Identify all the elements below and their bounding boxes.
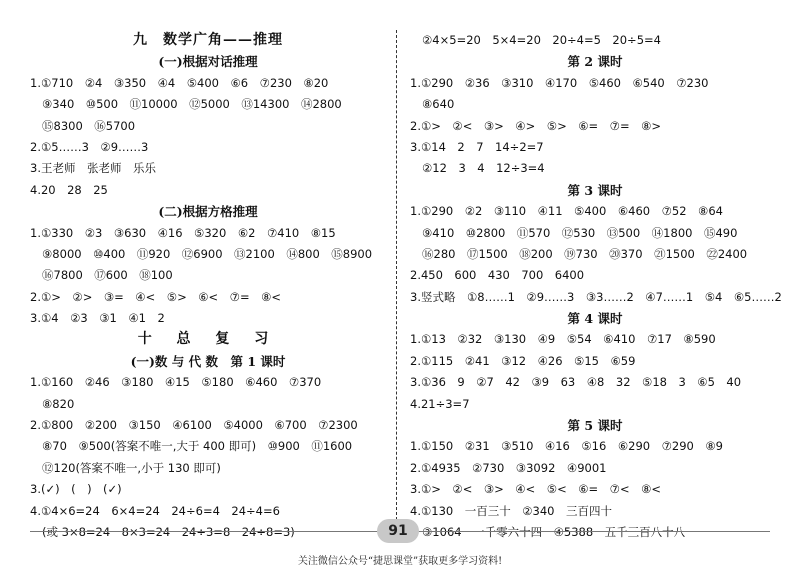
answer-line: ②12 3 4 12÷3=4 [422, 161, 545, 176]
section-title-grid: (二)根据方格推理 [158, 204, 258, 220]
answer-line: 2.①> ②< ③> ④> ⑤> ⑥= ⑦= ⑧> [410, 118, 662, 133]
answer-line: ⑫120(答案不唯一,小于 130 即可) [42, 460, 221, 475]
answer-line: 3.①14 2 7 14÷2=7 [410, 139, 544, 154]
column-divider [396, 30, 397, 520]
answer-line: 2.①4935 ②730 ③3092 ④9001 [410, 460, 607, 475]
answer-line: 1.①330 ②3 ③630 ④16 ⑤320 ⑥2 ⑦410 ⑧15 [30, 225, 336, 240]
answer-line: ⑮8300 ⑯5700 [42, 118, 136, 133]
answer-line: ③1064 一千零六十四 ④5388 五千三百八十八 [422, 524, 686, 539]
answer-line: 3.①36 9 ②7 42 ③9 63 ④8 32 ⑤18 3 ⑥5 40 [410, 375, 742, 390]
lesson-5-title: 第 5 课时 [567, 418, 623, 434]
answer-line: 1.①710 ②4 ③350 ④4 ⑤400 ⑥6 ⑦230 ⑧20 [30, 75, 329, 90]
answer-line: ⑧640 [422, 97, 455, 112]
section-title-dialogue: (一)根据对话推理 [158, 54, 258, 70]
answer-line: ②4×5=20 5×4=20 20÷4=5 20÷5=4 [422, 33, 661, 47]
answer-line: 3.(✓) ( ) (✓) [30, 482, 122, 497]
section-title-numbers-algebra: (一)数 与 代 数 第 1 课时 [130, 353, 286, 369]
chapter-title: 九 数学广角——推理 [133, 32, 283, 48]
answer-line: 2.450 600 430 700 6400 [410, 268, 585, 283]
answer-line: 1.①290 ②36 ③310 ④170 ⑤460 ⑥540 ⑦230 [410, 75, 709, 90]
answer-line: ⑨410 ⑩2800 ⑪570 ⑫530 ⑬500 ⑭1800 ⑮490 [422, 225, 738, 240]
answer-line: 2.①115 ②41 ③12 ④26 ⑤15 ⑥59 [410, 353, 636, 368]
answer-line: 3.竖式略 ①8……1 ②9……3 ③3……2 ④7……1 ⑤4 ⑥5……2 [410, 289, 782, 304]
answer-line: 2.①800 ②200 ③150 ④6100 ⑤4000 ⑥700 ⑦2300 [30, 418, 358, 433]
answer-line: 3.①4 ②3 ③1 ④1 2 [30, 311, 165, 326]
answer-line: ⑨340 ⑩500 ⑪10000 ⑫5000 ⑬14300 ⑭2800 [42, 97, 342, 112]
answer-line: ⑯280 ⑰1500 ⑱200 ⑲730 ⑳370 ㉑1500 ㉒2400 [422, 246, 748, 261]
footer-note: 关注微信公众号“捷思课堂”获取更多学习资料! [297, 556, 503, 567]
chapter-10-title: 十 总 复 习 [137, 331, 279, 348]
page-number: 91 [377, 519, 419, 543]
answer-line: 1.①13 ②32 ③130 ④9 ⑤54 ⑥410 ⑦17 ⑧590 [410, 332, 716, 347]
answer-line: ⑧70 ⑨500(答案不唯一,大于 400 即可) ⑩900 ⑪1600 [42, 439, 353, 454]
answer-line: 4.①130 一百三十 ②340 三百四十 [410, 503, 612, 518]
answer-line: 3.王老师 张老师 乐乐 [30, 161, 156, 176]
answer-line: 4.20 28 25 [30, 182, 108, 197]
answer-line: ⑧820 [42, 396, 75, 411]
answer-line: 4.21÷3=7 [410, 396, 470, 411]
answer-line: 2.①> ②> ③= ④< ⑤> ⑥< ⑦= ⑧< [30, 289, 282, 304]
lesson-4-title: 第 4 课时 [567, 311, 623, 327]
answer-line: 1.①150 ②31 ③510 ④16 ⑤16 ⑥290 ⑦290 ⑧9 [410, 439, 723, 454]
answer-line: ⑨8000 ⑩400 ⑪920 ⑫6900 ⑬2100 ⑭800 ⑮8900 [42, 246, 373, 261]
answer-line: (或 3×8=24 8×3=24 24÷3=8 24÷8=3) [42, 524, 295, 539]
answer-line: 1.①160 ②46 ③180 ④15 ⑤180 ⑥460 ⑦370 [30, 375, 322, 390]
answer-line: ⑯7800 ⑰600 ⑱100 [42, 268, 173, 283]
right-column [410, 30, 780, 543]
left-column [30, 30, 386, 543]
lesson-2-title: 第 2 课时 [567, 54, 623, 70]
answer-line: 1.①290 ②2 ③110 ④11 ⑤400 ⑥460 ⑦52 ⑧64 [410, 204, 723, 219]
answer-line: 3.①> ②< ③> ④< ⑤< ⑥= ⑦< ⑧< [410, 482, 662, 497]
answer-line: 4.①4×6=24 6×4=24 24÷6=4 24÷4=6 [30, 503, 280, 518]
answer-line: 2.①5……3 ②9……3 [30, 139, 149, 154]
lesson-3-title: 第 3 课时 [567, 182, 623, 198]
